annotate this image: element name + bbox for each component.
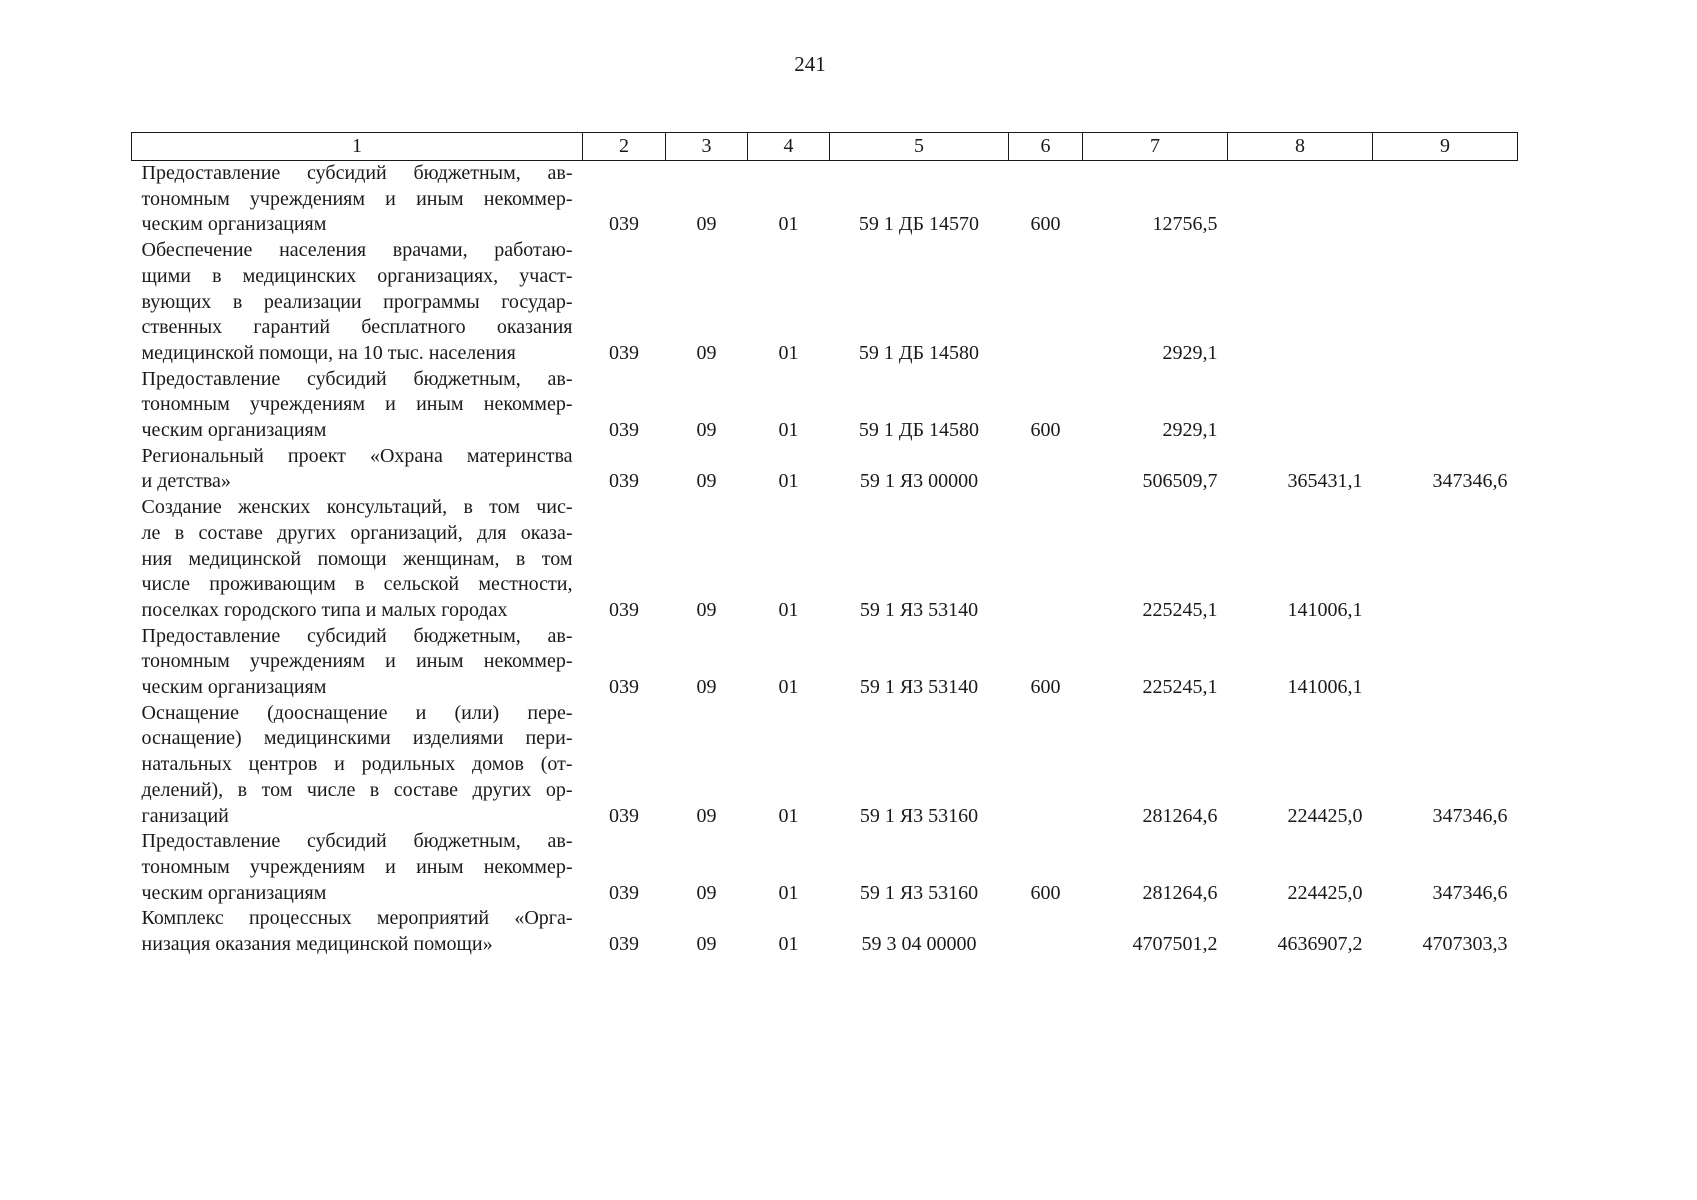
target-article-code: 59 1 Я3 53140 xyxy=(859,676,979,699)
row-description xyxy=(132,444,583,495)
row-description xyxy=(132,701,583,830)
description-line: ческим организациям xyxy=(141,213,327,236)
subsection-code: 01 xyxy=(778,470,799,493)
table-row xyxy=(132,161,1518,239)
subsection-code: 01 xyxy=(778,881,799,904)
row-description xyxy=(132,906,583,957)
description-line: делений), в том числе в составе других ор- xyxy=(141,778,573,801)
section-code: 09 xyxy=(696,881,717,904)
section-code: 09 xyxy=(696,419,717,442)
header-col-2: 2 xyxy=(583,133,666,161)
target-article-code: 59 1 Я3 53160 xyxy=(859,881,979,904)
description-line: Создание женских консультаций, в том чис- xyxy=(141,496,573,519)
amount-col-7: 281264,6 xyxy=(1142,881,1218,904)
description-line: щими в медицинских организациях, участ- xyxy=(141,264,573,287)
description-line: низация оказания медицинской помощи» xyxy=(141,933,493,956)
description-line: ния медицинской помощи женщинам, в том xyxy=(141,547,573,570)
description-line: тономным учреждениям и иным некоммер- xyxy=(141,650,573,673)
amount-col-7: 506509,7 xyxy=(1142,470,1218,493)
ministry-code: 039 xyxy=(609,213,639,236)
amount-col-7: 12756,5 xyxy=(1152,213,1218,236)
table-row xyxy=(132,367,1518,444)
subsection-code: 01 xyxy=(778,676,799,699)
description-line: ческим организациям xyxy=(141,419,327,442)
description-line: тономным учреждениям и иным некоммер- xyxy=(141,393,573,416)
description-line: Региональный проект «Охрана материнства xyxy=(141,444,573,467)
section-code: 09 xyxy=(696,598,717,621)
amount-col-9 xyxy=(1373,161,1518,239)
expense-type-code xyxy=(1009,444,1083,495)
amount-col-9 xyxy=(1373,238,1518,367)
amount-col-8: 141006,1 xyxy=(1287,676,1363,699)
expense-type-code: 600 xyxy=(1030,419,1061,442)
amount-col-7: 225245,1 xyxy=(1142,676,1218,699)
ministry-code: 039 xyxy=(609,470,639,493)
target-article-code: 59 1 ДБ 14580 xyxy=(858,419,980,442)
budget-table xyxy=(131,132,1518,958)
amount-col-8 xyxy=(1228,238,1373,367)
subsection-code: 01 xyxy=(778,419,799,442)
amount-col-9 xyxy=(1373,367,1518,444)
row-description xyxy=(132,495,583,624)
amount-col-9: 347346,6 xyxy=(1432,804,1508,827)
page-number: 241 xyxy=(794,52,826,76)
table-row xyxy=(132,624,1518,701)
amount-col-8 xyxy=(1228,161,1373,239)
amount-col-9: 347346,6 xyxy=(1432,881,1508,904)
header-col-9: 9 xyxy=(1373,133,1518,161)
ministry-code: 039 xyxy=(609,933,639,956)
table-row xyxy=(132,906,1518,957)
subsection-code: 01 xyxy=(778,933,799,956)
target-article-code: 59 1 ДБ 14570 xyxy=(858,213,980,236)
amount-col-7: 2929,1 xyxy=(1162,419,1218,442)
expense-type-code xyxy=(1009,238,1083,367)
section-code: 09 xyxy=(696,470,717,493)
header-col-4: 4 xyxy=(748,133,830,161)
section-code: 09 xyxy=(696,341,717,364)
expense-type-code xyxy=(1009,701,1083,830)
amount-col-8: 224425,0 xyxy=(1287,804,1363,827)
amount-col-8: 141006,1 xyxy=(1287,598,1363,621)
amount-col-8: 224425,0 xyxy=(1287,881,1363,904)
target-article-code: 59 1 Я3 53160 xyxy=(859,804,979,827)
expense-type-code: 600 xyxy=(1030,881,1061,904)
description-line: оснащение) медицинскими изделиями пери- xyxy=(141,727,573,750)
target-article-code: 59 1 Я3 53140 xyxy=(859,598,979,621)
ministry-code: 039 xyxy=(609,598,639,621)
amount-col-9: 347346,6 xyxy=(1432,470,1508,493)
amount-col-9 xyxy=(1373,624,1518,701)
row-description xyxy=(132,367,583,444)
amount-col-7: 2929,1 xyxy=(1162,341,1218,364)
header-col-7: 7 xyxy=(1083,133,1228,161)
description-line: натальных центров и родильных домов (от- xyxy=(141,753,573,776)
description-line: ческим организациям xyxy=(141,881,327,904)
table-body xyxy=(132,161,1518,958)
header-col-1: 1 xyxy=(132,133,583,161)
table-header-row xyxy=(132,133,1518,161)
target-article-code: 59 1 ДБ 14580 xyxy=(858,341,980,364)
table-row xyxy=(132,238,1518,367)
section-code: 09 xyxy=(696,213,717,236)
expense-type-code: 600 xyxy=(1030,676,1061,699)
ministry-code: 039 xyxy=(609,804,639,827)
header-col-6: 6 xyxy=(1009,133,1083,161)
subsection-code: 01 xyxy=(778,598,799,621)
row-description xyxy=(132,624,583,701)
amount-col-9 xyxy=(1373,495,1518,624)
ministry-code: 039 xyxy=(609,676,639,699)
ministry-code: 039 xyxy=(609,419,639,442)
table-row xyxy=(132,495,1518,624)
description-line: Предоставление субсидий бюджетным, ав- xyxy=(141,830,573,853)
ministry-code: 039 xyxy=(609,341,639,364)
row-description xyxy=(132,161,583,239)
ministry-code: 039 xyxy=(609,881,639,904)
description-line: Обеспечение населения врачами, работаю- xyxy=(141,239,573,262)
description-line: Предоставление субсидий бюджетным, ав- xyxy=(141,162,573,184)
table-row xyxy=(132,444,1518,495)
description-line: и детства» xyxy=(141,470,231,493)
row-description xyxy=(132,238,583,367)
description-line: числе проживающим в сельской местности, xyxy=(141,573,573,596)
header-col-5: 5 xyxy=(830,133,1009,161)
amount-col-8: 365431,1 xyxy=(1287,470,1363,493)
subsection-code: 01 xyxy=(778,213,799,236)
target-article-code: 59 3 04 00000 xyxy=(861,933,977,956)
amount-col-8: 4636907,2 xyxy=(1277,933,1363,956)
target-article-code: 59 1 Я3 00000 xyxy=(859,470,979,493)
expense-type-code xyxy=(1009,906,1083,957)
description-line: Оснащение (дооснащение и (или) пере- xyxy=(141,701,573,724)
row-description xyxy=(132,829,583,906)
amount-col-7: 281264,6 xyxy=(1142,804,1218,827)
description-line: поселках городского типа и малых городах xyxy=(141,598,508,621)
amount-col-9: 4707303,3 xyxy=(1422,933,1508,956)
description-line: ственных гарантий бесплатного оказания xyxy=(141,316,573,339)
amount-col-8 xyxy=(1228,367,1373,444)
description-line: медицинской помощи, на 10 тыс. населения xyxy=(141,341,516,364)
description-line: вующих в реализации программы государ- xyxy=(141,290,573,313)
description-line: Предоставление субсидий бюджетным, ав- xyxy=(141,367,573,390)
description-line: ганизаций xyxy=(141,804,229,827)
table-row xyxy=(132,829,1518,906)
section-code: 09 xyxy=(696,804,717,827)
subsection-code: 01 xyxy=(778,341,799,364)
table-row xyxy=(132,701,1518,830)
description-line: ле в составе других организаций, для оказа- xyxy=(141,521,573,544)
expense-type-code xyxy=(1009,495,1083,624)
description-line: тономным учреждениям и иным некоммер- xyxy=(141,855,573,878)
description-line: ческим организациям xyxy=(141,676,327,699)
subsection-code: 01 xyxy=(778,804,799,827)
section-code: 09 xyxy=(696,933,717,956)
header-col-3: 3 xyxy=(666,133,748,161)
amount-col-7: 225245,1 xyxy=(1142,598,1218,621)
section-code: 09 xyxy=(696,676,717,699)
amount-col-7: 4707501,2 xyxy=(1132,933,1218,956)
description-line: тономным учреждениям и иным некоммер- xyxy=(141,187,573,210)
header-col-8: 8 xyxy=(1228,133,1373,161)
description-line: Комплекс процессных мероприятий «Орга- xyxy=(141,907,573,930)
expense-type-code: 600 xyxy=(1030,213,1061,236)
description-line: Предоставление субсидий бюджетным, ав- xyxy=(141,624,573,647)
